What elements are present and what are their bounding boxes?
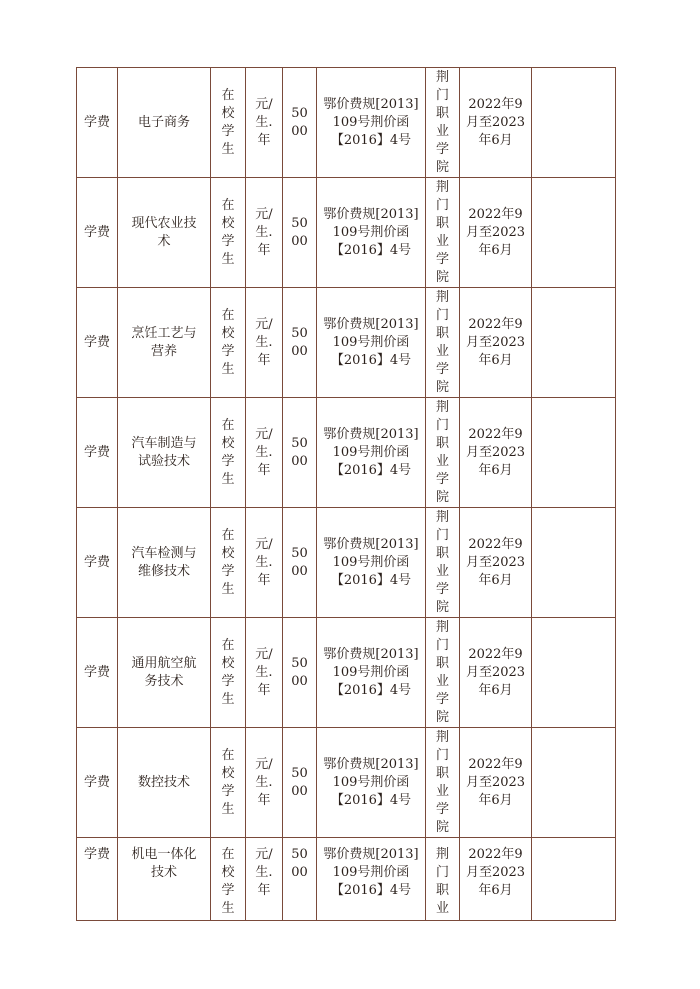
charge-amount: 5000 — [291, 325, 308, 359]
basis-cell — [317, 398, 426, 508]
charge-amount: 5000 — [291, 545, 308, 579]
charge-unit: 元/生.年 — [255, 206, 273, 258]
major-cell — [118, 508, 211, 618]
remark-cell — [532, 398, 616, 508]
fee-item-cell — [77, 838, 118, 921]
target-cell — [211, 838, 246, 921]
period-cell — [460, 618, 532, 728]
charge-unit: 元/生.年 — [255, 96, 273, 148]
target-cell — [211, 288, 246, 398]
target-cell — [211, 618, 246, 728]
target-cell — [211, 398, 246, 508]
school-cell — [426, 398, 460, 508]
school-name: 荆门职业学院 — [435, 289, 449, 395]
table-row — [77, 618, 616, 728]
fee-item: 学费 — [83, 224, 110, 240]
target-cell — [211, 508, 246, 618]
charge-period: 2022年9月至2023年6月 — [465, 206, 526, 258]
major-cell — [118, 618, 211, 728]
target-cell — [211, 728, 246, 838]
amount-cell — [283, 68, 317, 178]
basis-cell — [317, 618, 426, 728]
charge-period: 2022年9月至2023年6月 — [465, 96, 526, 148]
major-name: 机电一体化技术 — [131, 847, 197, 880]
school-cell — [426, 178, 460, 288]
major-cell — [118, 838, 211, 921]
school-name: 荆门职业 — [435, 847, 449, 916]
fee-item: 学费 — [83, 554, 110, 570]
charge-amount: 5000 — [291, 105, 308, 139]
remark-cell — [532, 508, 616, 618]
remark-cell — [532, 838, 616, 921]
charge-unit: 元/生.年 — [255, 756, 273, 808]
school-name: 荆门职业学院 — [435, 509, 449, 615]
period-cell — [460, 398, 532, 508]
charge-target: 在校学生 — [221, 747, 235, 817]
target-cell — [211, 68, 246, 178]
unit-cell — [246, 288, 283, 398]
charge-amount: 5000 — [291, 765, 308, 799]
remark-cell — [532, 288, 616, 398]
charge-period: 2022年9月至2023年6月 — [465, 536, 526, 588]
charge-period: 2022年9月至2023年6月 — [465, 847, 526, 898]
period-cell — [460, 838, 532, 921]
school-name: 荆门职业学院 — [435, 729, 449, 835]
charge-period: 2022年9月至2023年6月 — [465, 426, 526, 478]
charge-target: 在校学生 — [221, 417, 235, 487]
major-cell — [118, 728, 211, 838]
fee-item: 学费 — [83, 114, 110, 130]
school-cell — [426, 508, 460, 618]
fee-item: 学费 — [83, 664, 110, 680]
charge-target: 在校学生 — [221, 87, 235, 157]
basis-cell — [317, 288, 426, 398]
remark-cell — [532, 178, 616, 288]
fee-table — [76, 67, 616, 921]
policy-basis: 鄂价费规[2013]109号荆价函【2016】4号 — [323, 316, 419, 368]
table-row — [77, 508, 616, 618]
major-name: 现代农业技术 — [131, 215, 197, 249]
charge-target: 在校学生 — [221, 637, 235, 707]
amount-cell — [283, 398, 317, 508]
policy-basis: 鄂价费规[2013]109号荆价函【2016】4号 — [323, 206, 419, 258]
charge-period: 2022年9月至2023年6月 — [465, 646, 526, 698]
school-name: 荆门职业学院 — [435, 179, 449, 285]
major-name: 汽车检测与维修技术 — [131, 545, 197, 579]
charge-target: 在校学生 — [221, 527, 235, 597]
major-name: 数控技术 — [137, 774, 190, 790]
table-row — [77, 398, 616, 508]
school-cell — [426, 618, 460, 728]
fee-item: 学费 — [83, 847, 110, 862]
table-row — [77, 288, 616, 398]
charge-unit: 元/生.年 — [255, 316, 273, 368]
charge-unit: 元/生.年 — [255, 536, 273, 588]
major-name: 烹饪工艺与营养 — [131, 325, 197, 359]
unit-cell — [246, 178, 283, 288]
unit-cell — [246, 68, 283, 178]
unit-cell — [246, 728, 283, 838]
amount-cell — [283, 838, 317, 921]
basis-cell — [317, 838, 426, 921]
unit-cell — [246, 838, 283, 921]
major-cell — [118, 288, 211, 398]
charge-amount: 5000 — [291, 655, 308, 689]
charge-unit: 元/生.年 — [255, 426, 273, 478]
major-name: 通用航空航务技术 — [131, 655, 197, 689]
period-cell — [460, 728, 532, 838]
basis-cell — [317, 728, 426, 838]
remark-cell — [532, 728, 616, 838]
amount-cell — [283, 728, 317, 838]
major-cell — [118, 178, 211, 288]
amount-cell — [283, 508, 317, 618]
period-cell — [460, 178, 532, 288]
school-name: 荆门职业学院 — [435, 619, 449, 725]
policy-basis: 鄂价费规[2013]109号荆价函【2016】4号 — [323, 96, 419, 148]
fee-item-cell — [77, 618, 118, 728]
charge-period: 2022年9月至2023年6月 — [465, 316, 526, 368]
remark-cell — [532, 618, 616, 728]
school-cell — [426, 68, 460, 178]
table-row — [77, 838, 616, 921]
fee-item: 学费 — [83, 444, 110, 460]
major-cell — [118, 398, 211, 508]
fee-item: 学费 — [83, 334, 110, 350]
period-cell — [460, 288, 532, 398]
unit-cell — [246, 618, 283, 728]
policy-basis: 鄂价费规[2013]109号荆价函【2016】4号 — [323, 426, 419, 478]
fee-table-body — [77, 68, 616, 921]
basis-cell — [317, 178, 426, 288]
school-name: 荆门职业学院 — [435, 69, 449, 175]
fee-item-cell — [77, 288, 118, 398]
charge-target: 在校学生 — [221, 307, 235, 377]
charge-unit: 元/生.年 — [255, 646, 273, 698]
period-cell — [460, 508, 532, 618]
unit-cell — [246, 398, 283, 508]
fee-item: 学费 — [83, 774, 110, 790]
charge-amount: 5000 — [291, 847, 308, 880]
amount-cell — [283, 178, 317, 288]
charge-amount: 5000 — [291, 435, 308, 469]
charge-target: 在校学生 — [221, 847, 235, 916]
amount-cell — [283, 288, 317, 398]
major-name: 汽车制造与试验技术 — [131, 435, 197, 469]
fee-item-cell — [77, 178, 118, 288]
table-row — [77, 68, 616, 178]
school-name: 荆门职业学院 — [435, 399, 449, 505]
table-row — [77, 178, 616, 288]
basis-cell — [317, 508, 426, 618]
fee-item-cell — [77, 398, 118, 508]
table-row — [77, 728, 616, 838]
fee-item-cell — [77, 68, 118, 178]
charge-unit: 元/生.年 — [255, 847, 273, 898]
policy-basis: 鄂价费规[2013]109号荆价函【2016】4号 — [323, 756, 419, 808]
basis-cell — [317, 68, 426, 178]
fee-item-cell — [77, 728, 118, 838]
school-cell — [426, 838, 460, 921]
remark-cell — [532, 68, 616, 178]
major-cell — [118, 68, 211, 178]
policy-basis: 鄂价费规[2013]109号荆价函【2016】4号 — [323, 847, 419, 898]
school-cell — [426, 288, 460, 398]
unit-cell — [246, 508, 283, 618]
charge-period: 2022年9月至2023年6月 — [465, 756, 526, 808]
school-cell — [426, 728, 460, 838]
major-name: 电子商务 — [137, 114, 190, 130]
fee-item-cell — [77, 508, 118, 618]
charge-amount: 5000 — [291, 215, 308, 249]
period-cell — [460, 68, 532, 178]
charge-target: 在校学生 — [221, 197, 235, 267]
target-cell — [211, 178, 246, 288]
policy-basis: 鄂价费规[2013]109号荆价函【2016】4号 — [323, 536, 419, 588]
amount-cell — [283, 618, 317, 728]
policy-basis: 鄂价费规[2013]109号荆价函【2016】4号 — [323, 646, 419, 698]
